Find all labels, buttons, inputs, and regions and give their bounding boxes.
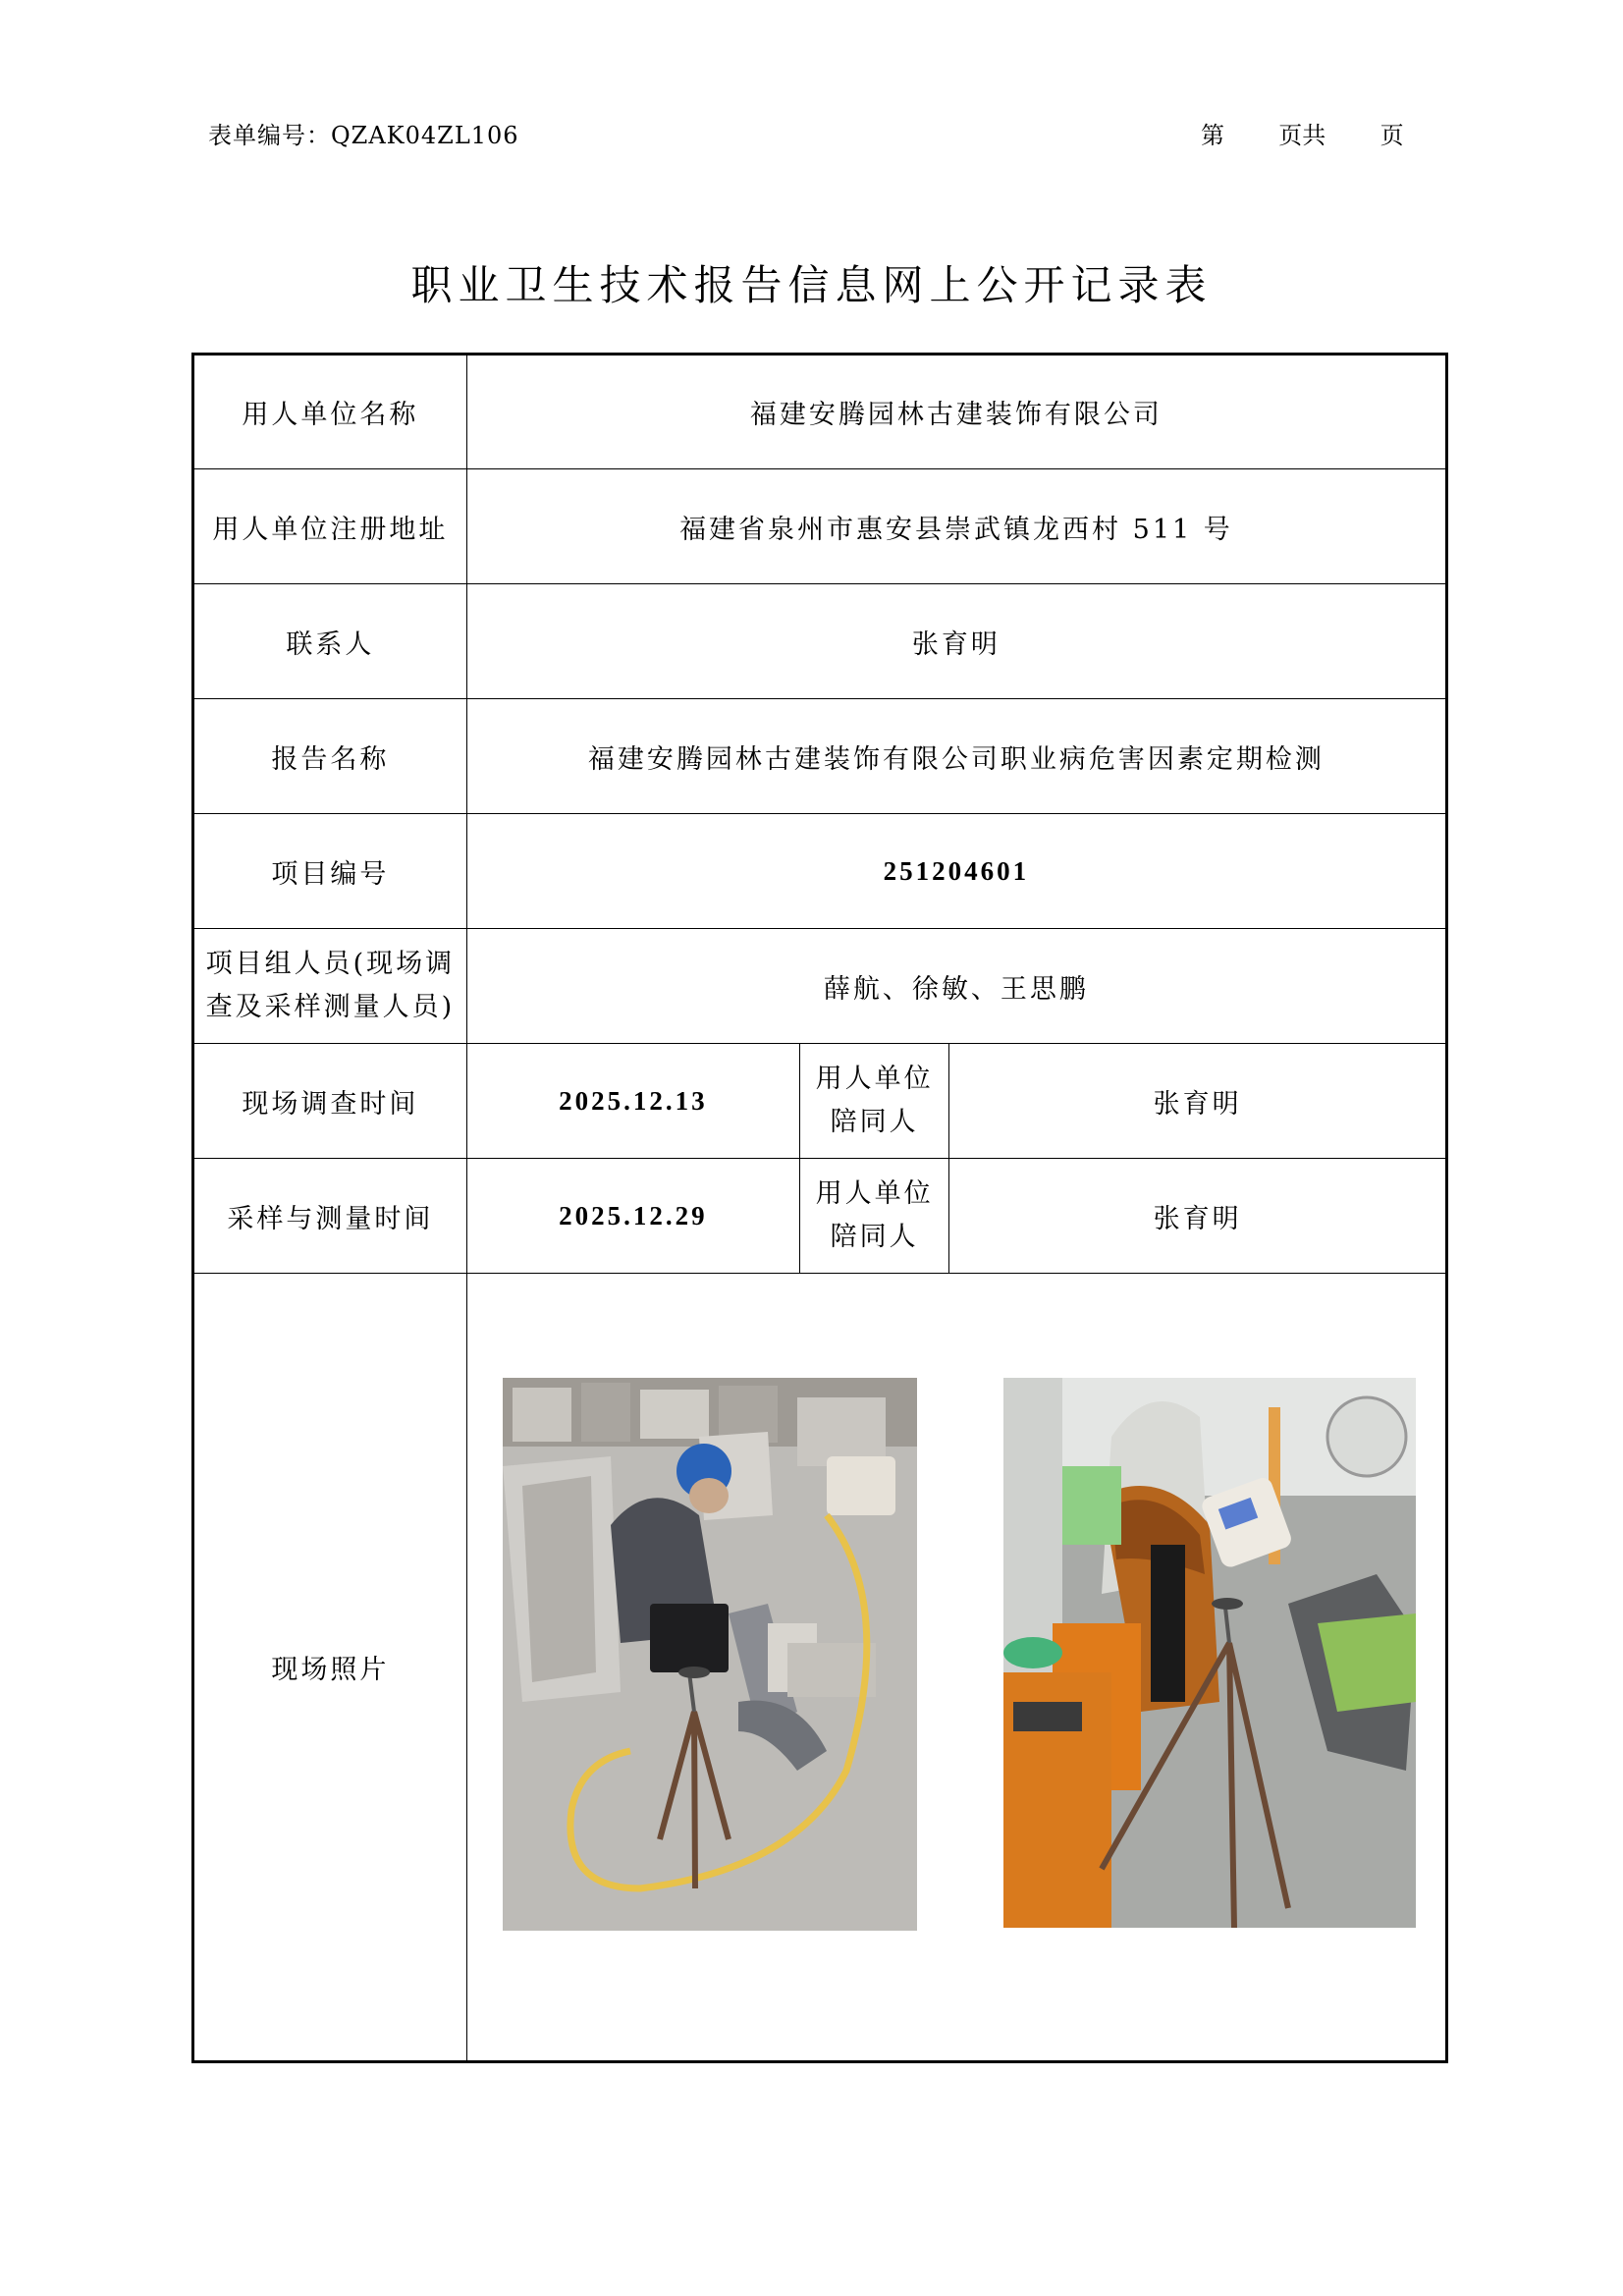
- page-middle: 页共: [1278, 122, 1326, 149]
- table-row: [193, 1159, 1447, 1274]
- project-no-label: 项目编号: [193, 814, 467, 929]
- survey-companion-value: 张育明: [949, 1044, 1447, 1159]
- page-indicator: [1201, 116, 1404, 150]
- sampling-companion-label-line1: 用人单位: [815, 1178, 934, 1209]
- report-name-value: 福建安腾园林古建装饰有限公司职业病危害因素定期检测: [466, 699, 1446, 814]
- sampling-companion-value: 张育明: [949, 1159, 1447, 1274]
- photos-cell: [466, 1274, 1446, 2062]
- site-photo-2: [1003, 1378, 1416, 1928]
- site-photo-1: [503, 1378, 917, 1931]
- photos-label: 现场照片: [193, 1274, 467, 2062]
- sampling-time-value: 2025.12.29: [466, 1159, 799, 1274]
- employer-name-label: 用人单位名称: [193, 355, 467, 469]
- sampling-time-label: 采样与测量时间: [193, 1159, 467, 1274]
- table-row: [193, 355, 1447, 469]
- team-label-line1: 项目组人员(现场调: [205, 949, 456, 979]
- site-photo-1-image: [503, 1378, 917, 1931]
- registered-address-label: 用人单位注册地址: [193, 469, 467, 584]
- team-value: 薛航、徐敏、王思鹏: [466, 929, 1446, 1044]
- survey-companion-label-line1: 用人单位: [815, 1064, 934, 1094]
- table-row: [193, 1044, 1447, 1159]
- table-row: [193, 814, 1447, 929]
- page-title: 职业卫生技术报告信息网上公开记录表: [410, 261, 1213, 309]
- table-row: [193, 929, 1447, 1044]
- page-suffix: 页: [1380, 122, 1404, 149]
- sampling-companion-label-line2: 陪同人: [830, 1222, 919, 1252]
- form-number-label: 表单编号：: [208, 122, 331, 149]
- form-number-value: QZAK04ZL106: [331, 122, 519, 149]
- survey-companion-label: [799, 1044, 948, 1159]
- employer-name-value: 福建安腾园林古建装饰有限公司: [466, 355, 1446, 469]
- team-label: [193, 929, 467, 1044]
- sampling-companion-label: [799, 1159, 948, 1274]
- table-row: [193, 1274, 1447, 2062]
- survey-time-label: 现场调查时间: [193, 1044, 467, 1159]
- project-no-value: 251204601: [466, 814, 1446, 929]
- survey-time-value: 2025.12.13: [466, 1044, 799, 1159]
- form-number: [208, 116, 519, 150]
- photos-area: [467, 1274, 1445, 2060]
- team-label-line2: 查及采样测量人员): [205, 992, 456, 1022]
- table-row: [193, 469, 1447, 584]
- report-name-label: 报告名称: [193, 699, 467, 814]
- page-prefix: 第: [1201, 122, 1224, 149]
- site-photo-2-image: [1003, 1378, 1416, 1928]
- table-row: [193, 584, 1447, 699]
- contact-label: 联系人: [193, 584, 467, 699]
- contact-value: 张育明: [466, 584, 1446, 699]
- survey-companion-label-line2: 陪同人: [830, 1107, 919, 1137]
- record-table: [191, 353, 1448, 2063]
- table-row: [193, 699, 1447, 814]
- registered-address-value: 福建省泉州市惠安县崇武镇龙西村 511 号: [466, 469, 1446, 584]
